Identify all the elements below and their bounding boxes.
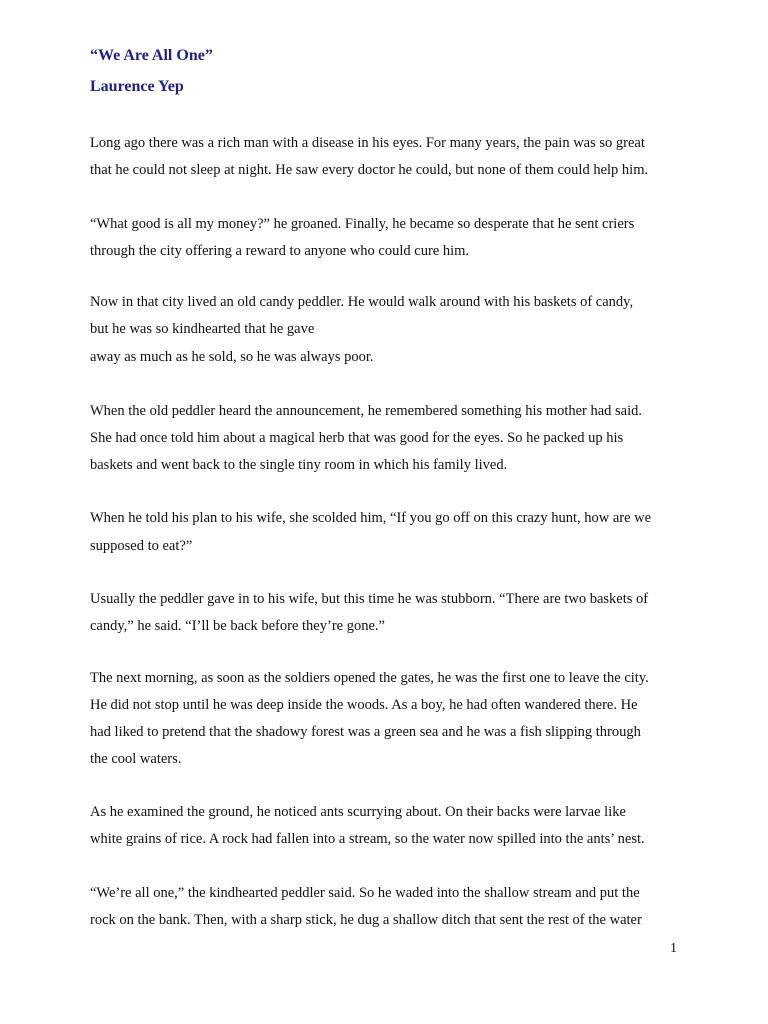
- paragraph-1-line-2: that he could not sleep at night. He saw every doctor he could, but none of them could help him.: [90, 162, 649, 178]
- page-number: 1: [670, 941, 677, 956]
- paragraph-8-line-2: white grains of rice. A rock had fallen into a stream, so the water now spilled into the ants’ nest.: [90, 831, 645, 847]
- paragraph-1-line-1: Long ago there was a rich man with a disease in his eyes. For many years, the pain was so great: [90, 135, 645, 151]
- paragraph-2-line-2: through the city offering a reward to anyone who could cure him.: [90, 243, 470, 259]
- paragraph-3-line-3: away as much as he sold, so he was always poor.: [90, 349, 374, 365]
- paragraph-6-line-2: candy,” he said. “I’ll be back before they’re gone.”: [90, 618, 385, 634]
- paragraph-4-line-1: When the old peddler heard the announcement, he remembered something his mother had said.: [90, 403, 643, 419]
- paragraph-8-line-1: As he examined the ground, he noticed ants scurrying about. On their backs were larvae like: [90, 804, 626, 820]
- paragraph-4-line-2: She had once told him about a magical herb that was good for the eyes. So he packed up his: [90, 430, 624, 446]
- paragraph-5-line-1: When he told his plan to his wife, she scolded him, “If you go off on this crazy hunt, how are we: [90, 510, 652, 526]
- paragraph-7-line-2: He did not stop until he was deep inside the woods. As a boy, he had often wandered there. He: [90, 697, 638, 713]
- paragraph-3-line-2: but he was so kindhearted that he gave: [90, 321, 315, 337]
- paragraph-7-line-3: had liked to pretend that the shadowy forest was a green sea and he was a fish slipping through: [90, 724, 641, 740]
- paragraph-6-line-1: Usually the peddler gave in to his wife, but this time he was stubborn. “There are two baskets of: [90, 591, 649, 607]
- document-author: Laurence Yep: [90, 78, 184, 95]
- document-title: “We Are All One”: [90, 47, 213, 64]
- paragraph-5-line-2: supposed to eat?”: [90, 538, 193, 554]
- paragraph-7-line-4: the cool waters.: [90, 751, 182, 767]
- paragraph-9-line-2: rock on the bank. Then, with a sharp stick, he dug a shallow ditch that sent the rest of the water: [90, 912, 642, 928]
- paragraph-3-line-1: Now in that city lived an old candy peddler. He would walk around with his baskets of candy,: [90, 294, 634, 310]
- paragraph-9-line-1: “We’re all one,” the kindhearted peddler said. So he waded into the shallow stream and put the: [90, 885, 640, 901]
- paragraph-2-line-1: “What good is all my money?” he groaned. Finally, he became so desperate that he sent criers: [90, 216, 635, 232]
- paragraph-4-line-3: baskets and went back to the single tiny room in which his family lived.: [90, 457, 508, 473]
- paragraph-7-line-1: The next morning, as soon as the soldiers opened the gates, he was the first one to leave the city.: [90, 670, 649, 686]
